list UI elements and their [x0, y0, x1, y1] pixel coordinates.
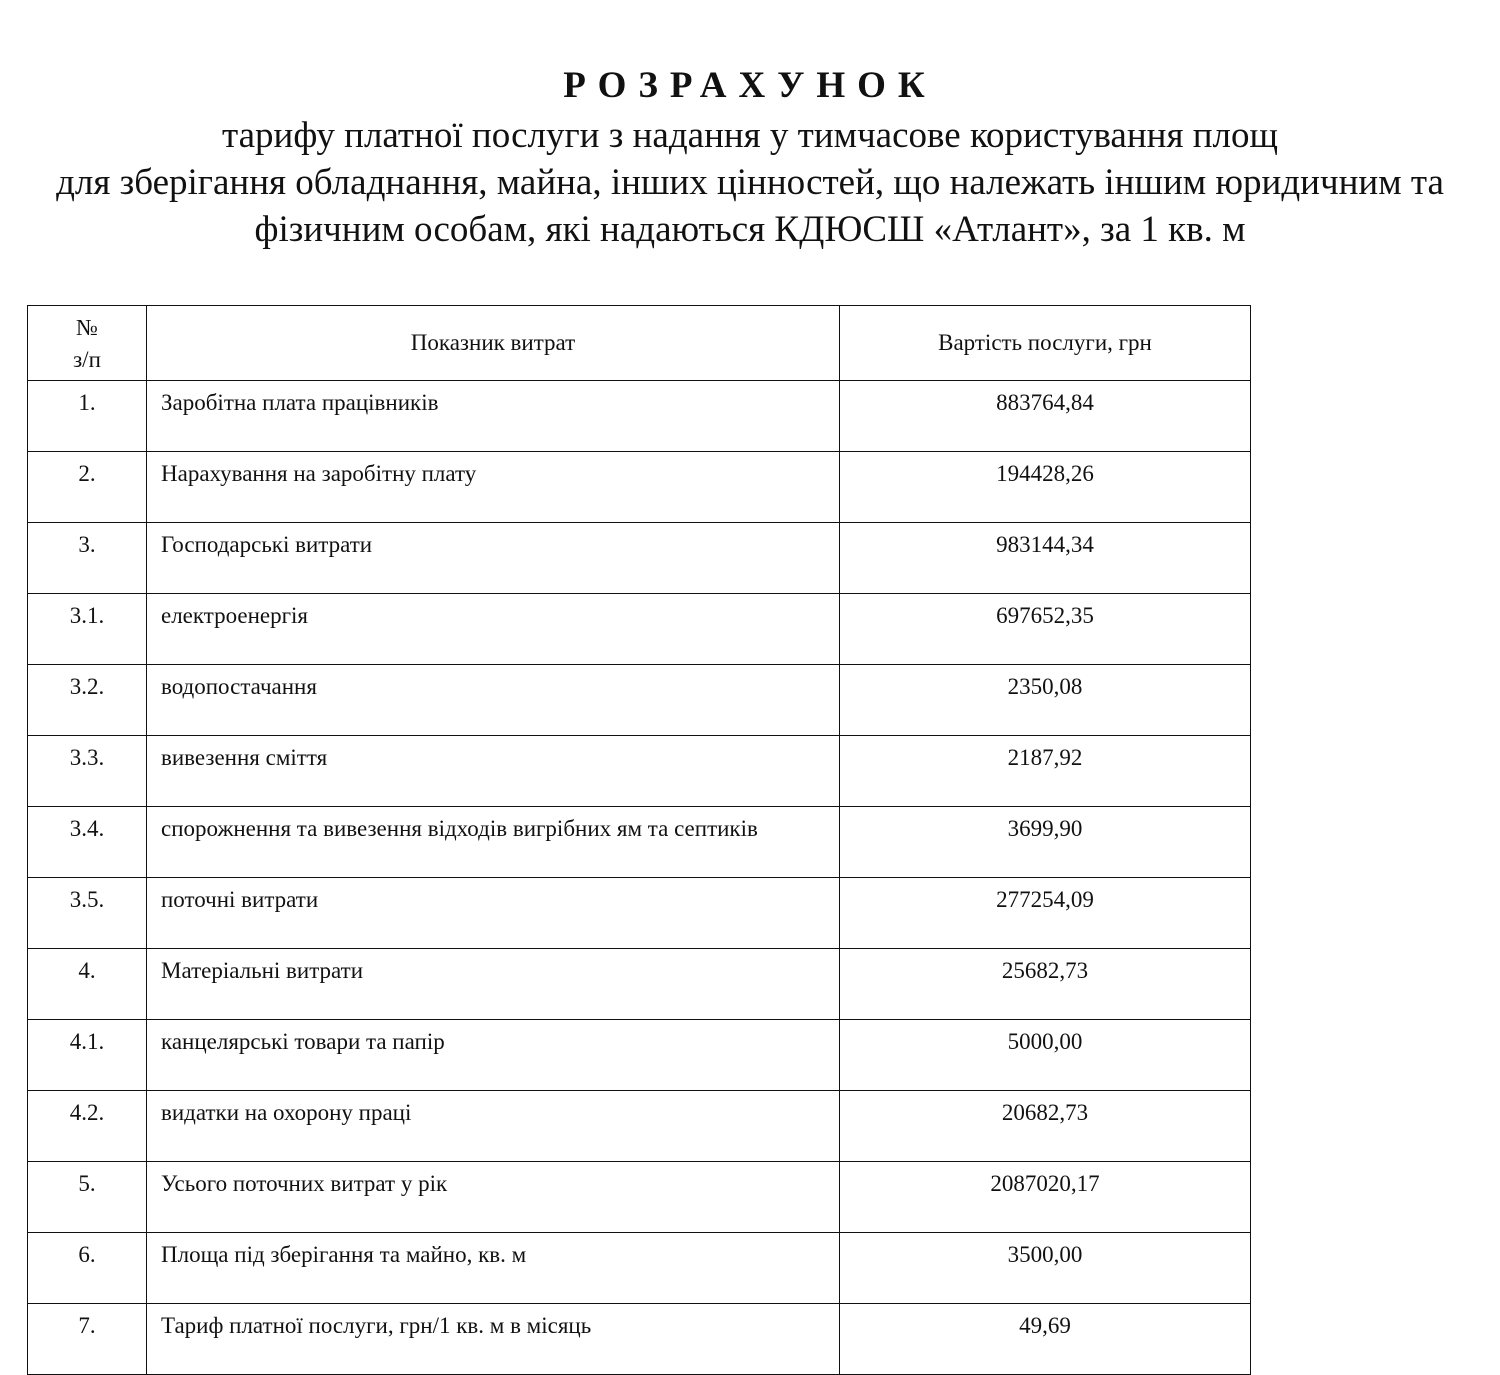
row-cost-value: 883764,84	[840, 381, 1251, 452]
row-number: 3.1.	[28, 594, 147, 665]
row-cost-value: 2187,92	[840, 736, 1251, 807]
table-row	[28, 381, 1251, 452]
row-indicator-name: Усього поточних витрат у рік	[147, 1162, 840, 1233]
table-row	[28, 1233, 1251, 1304]
row-cost-value: 3500,00	[840, 1233, 1251, 1304]
row-cost-value: 277254,09	[840, 878, 1251, 949]
row-number: 3.3.	[28, 736, 147, 807]
document-subtitle-line-1: тарифу платної послуги з надання у тимчасове користування площ	[222, 115, 1278, 156]
table-row	[28, 1020, 1251, 1091]
table-row	[28, 807, 1251, 878]
table-row	[28, 1091, 1251, 1162]
row-indicator-name: Площа під зберігання та майно, кв. м	[147, 1233, 840, 1304]
header-number-symbol: №	[76, 315, 98, 340]
row-indicator-name: вивезення сміття	[147, 736, 840, 807]
document-subtitle-line-2: для зберігання обладнання, майна, інших цінностей, що належать іншим юридичним та	[56, 162, 1444, 203]
document-header	[0, 62, 1500, 253]
row-indicator-name: електроенергія	[147, 594, 840, 665]
table-row	[28, 878, 1251, 949]
row-number: 3.4.	[28, 807, 147, 878]
table-header	[28, 306, 1251, 381]
row-indicator-name: Тариф платної послуги, грн/1 кв. м в місяць	[147, 1304, 840, 1375]
row-indicator-name: спорожнення та вивезення відходів вигрібних ям та септиків	[147, 807, 840, 878]
row-indicator-name: водопостачання	[147, 665, 840, 736]
header-indicator: Показник витрат	[147, 306, 840, 381]
row-cost-value: 25682,73	[840, 949, 1251, 1020]
table-row	[28, 1162, 1251, 1233]
table-row	[28, 452, 1251, 523]
table-row	[28, 665, 1251, 736]
row-number: 3.5.	[28, 878, 147, 949]
row-number: 1.	[28, 381, 147, 452]
row-cost-value: 5000,00	[840, 1020, 1251, 1091]
row-number: 4.	[28, 949, 147, 1020]
row-indicator-name: Нарахування на заробітну плату	[147, 452, 840, 523]
row-indicator-name: канцелярські товари та папір	[147, 1020, 840, 1091]
header-number-abbr: з/п	[73, 347, 101, 372]
table-row	[28, 523, 1251, 594]
row-cost-value: 697652,35	[840, 594, 1251, 665]
row-number: 6.	[28, 1233, 147, 1304]
row-cost-value: 49,69	[840, 1304, 1251, 1375]
row-cost-value: 20682,73	[840, 1091, 1251, 1162]
row-number: 3.2.	[28, 665, 147, 736]
row-number: 5.	[28, 1162, 147, 1233]
row-cost-value: 194428,26	[840, 452, 1251, 523]
document-title: РОЗРАХУНОК	[563, 65, 937, 106]
row-indicator-name: поточні витрати	[147, 878, 840, 949]
header-number	[28, 306, 147, 381]
row-cost-value: 2350,08	[840, 665, 1251, 736]
row-number: 4.2.	[28, 1091, 147, 1162]
row-number: 7.	[28, 1304, 147, 1375]
table-header-row	[28, 306, 1251, 381]
header-value: Вартість послуги, грн	[840, 306, 1251, 381]
row-cost-value: 3699,90	[840, 807, 1251, 878]
row-indicator-name: Господарські витрати	[147, 523, 840, 594]
row-number: 4.1.	[28, 1020, 147, 1091]
document-subtitle-line-3: фізичним особам, які надаються КДЮСШ «Атлант», за 1 кв. м	[254, 209, 1246, 250]
table-row	[28, 594, 1251, 665]
row-indicator-name: Заробітна плата працівників	[147, 381, 840, 452]
table-row	[28, 736, 1251, 807]
row-cost-value: 2087020,17	[840, 1162, 1251, 1233]
cost-calculation-table	[27, 305, 1251, 1375]
row-cost-value: 983144,34	[840, 523, 1251, 594]
row-indicator-name: видатки на охорону праці	[147, 1091, 840, 1162]
table-row	[28, 949, 1251, 1020]
row-number: 3.	[28, 523, 147, 594]
row-number: 2.	[28, 452, 147, 523]
table-body	[28, 381, 1251, 1375]
table-row	[28, 1304, 1251, 1375]
row-indicator-name: Матеріальні витрати	[147, 949, 840, 1020]
